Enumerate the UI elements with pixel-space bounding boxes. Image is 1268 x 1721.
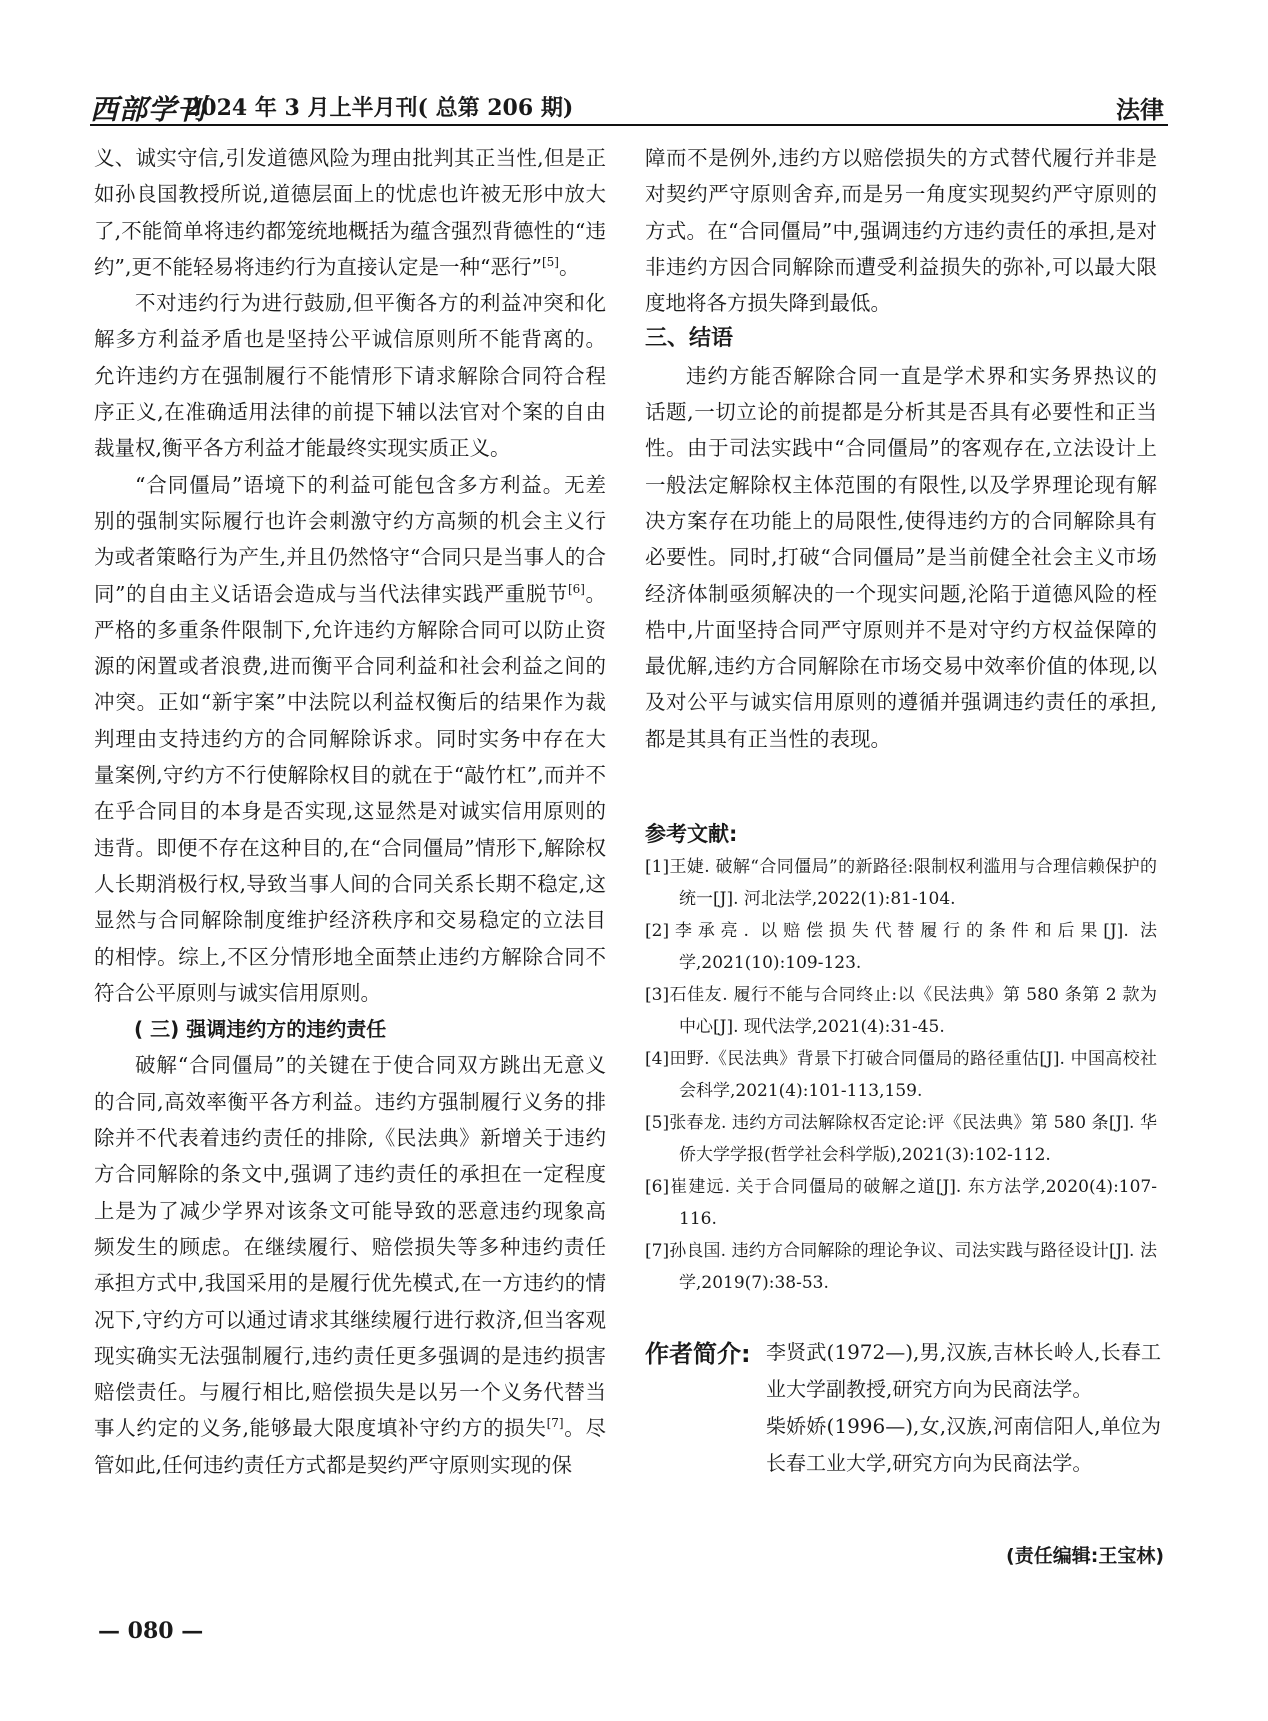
references-title: 参考文献: <box>645 822 738 846</box>
section-heading: 三、结语 <box>645 326 734 352</box>
reference-item: [6]崔建远. 关于合同僵局的破解之道[J]. 东方法学,2020(4):107-116. <box>645 1177 1157 1229</box>
citation: [5] <box>541 255 559 270</box>
left-column <box>94 140 606 1483</box>
paragraph: 不对违约行为进行鼓励,但平衡各方的利益冲突和化解多方利益矛盾也是坚持公平诚信原则所不能背离的。允许违约方在强制履行不能情形下请求解除合同符合程序正义,在准确适用法律的前提下辅以法官对个案的自由裁量权,衡平各方利益才能最终实现实质正义。 <box>94 291 606 461</box>
author-bio: 李贤武(1972—),男,汉族,吉林长岭人,长春工业大学副教授,研究方向为民商法学。 <box>766 1340 1161 1401</box>
citation: [7] <box>546 1416 564 1431</box>
author-bio: 柴娇娇(1996—),女,汉族,河南信阳人,单位为长春工业大学,研究方向为民商法学。 <box>766 1414 1161 1475</box>
page-number: — 080 — <box>98 1618 204 1644</box>
paragraph: 破解“合同僵局”的关键在于使合同双方跳出无意义的合同,高效率衡平各方利益。违约方强制履行义务的排除并不代表着违约责任的排除,《民法典》新增关于违约方合同解除的条文中,强调了违约责任的承担在一定程度上是为了减少学界对该条文可能导致的恶意违约现象高频发生的顾虑。在继续履行、赔偿损失等多种违约责任承担方式中,我国采用的是履行优先模式,在一方违约的情况下,守约方可以通过请求其继续履行进行救济,但当客观现实确实无法强制履行,违约责任更多强调的是违约损害赔偿责任。与履行相比,赔偿损失是以另一个义务代替当事人约定的义务,能够最大限度填补守约方的损失[7]。尽管如此,任何违约责任方式都是契约严守原则实现的保 <box>94 1053 607 1477</box>
page-header <box>90 84 1168 126</box>
paragraph: 障而不是例外,违约方以赔偿损失的方式替代履行并非是对契约严守原则舍弃,而是另一角度实现契约严守原则的方式。在“合同僵局”中,强调违约方违约责任的承担,是对非违约方因合同解除而遭受利益损失的弥补,可以最大限度地将各方损失降到最低。 <box>645 146 1157 316</box>
citation: [6] <box>567 581 585 596</box>
reference-item: [5]张春龙. 违约方司法解除权否定论:评《民法典》第 580 条[J]. 华侨大学学报(哲学社会科学版),2021(3):102-112. <box>645 1113 1157 1165</box>
journal-logo: 西部学刊 <box>90 93 207 126</box>
references-list <box>645 852 1157 1300</box>
issue-info: 2024 年 3 月上半月刊( 总第 206 期) <box>186 95 574 121</box>
reference-item: [7]孙良国. 违约方合同解除的理论争议、司法实践与路径设计[J]. 法学,2019(7):38-53. <box>645 1241 1157 1293</box>
author-intro-label: 作者简介: <box>645 1340 751 1368</box>
responsible-editor: (责任编辑:王宝林) <box>1006 1545 1164 1567</box>
reference-item: [1]王婕. 破解“合同僵局”的新路径:限制权利滥用与合理信赖保护的统一[J]. 河北法学,2022(1):81-104. <box>645 857 1157 909</box>
right-column <box>645 140 1157 757</box>
section-name: 法律 <box>1116 95 1164 124</box>
paragraph: 违约方能否解除合同一直是学术界和实务界热议的话题,一切立论的前提都是分析其是否具有必要性和正当性。由于司法实践中“合同僵局”的客观存在,立法设计上一般法定解除权主体范围的有限性,以及学界理论现有解决方案存在功能上的局限性,使得违约方的合同解除具有必要性。同时,打破“合同僵局”是当前健全社会主义市场经济体制亟须解决的一个现实问题,沦陷于道德风险的桎梏中,片面坚持合同严守原则并不是对守约方权益保障的最优解,违约方合同解除在市场交易中效率价值的体现,以及对公平与诚实信用原则的遵循并强调违约责任的承担,都是其具有正当性的表现。 <box>645 363 1157 751</box>
reference-item: [3]石佳友. 履行不能与合同终止:以《民法典》第 580 条第 2 款为中心[J]. 现代法学,2021(4):31-45. <box>645 985 1157 1037</box>
reference-item: [2]李承亮. 以赔偿损失代替履行的条件和后果[J]. 法学,2021(10):109-123. <box>645 921 1157 973</box>
author-intro <box>766 1334 1161 1482</box>
subheading: ( 三) 强调违约方的违约责任 <box>134 1017 387 1042</box>
reference-item: [4]田野.《民法典》背景下打破合同僵局的路径重估[J]. 中国高校社会科学,2021(4):101-113,159. <box>645 1049 1157 1101</box>
paragraph: 义、诚实守信,引发道德风险为理由批判其正当性,但是正如孙良国教授所说,道德层面上的忧虑也许被无形中放大了,不能简单将违约都笼统地概括为蕴含强烈背德性的“违约”,更不能轻易将违约行为直接认定是一种“恶行”[5]。 <box>94 146 606 279</box>
paragraph: “合同僵局”语境下的利益可能包含多方利益。无差别的强制实际履行也许会刺激守约方高频的机会主义行为或者策略行为产生,并且仍然恪守“合同只是当事人的合同”的自由主义话语会造成与当代法律实践严重脱节[6]。严格的多重条件限制下,允许违约方解除合同可以防止资源的闲置或者浪费,进而衡平合同利益和社会利益之间的冲突。正如“新宇案”中法院以利益权衡后的结果作为裁判理由支持违约方的合同解除诉求。同时实务中存在大量案例,守约方不行使解除权目的就在于“敲竹杠”,而并不在乎合同目的本身是否实现,这显然是对诚实信用原则的违背。即便不存在这种目的,在“合同僵局”情形下,解除权人长期消极行权,导致当事人间的合同关系长期不稳定,这显然与合同解除制度维护经济秩序和交易稳定的立法目的相悖。综上,不区分情形地全面禁止违约方解除合同不符合公平原则与诚实信用原则。 <box>94 472 606 1005</box>
